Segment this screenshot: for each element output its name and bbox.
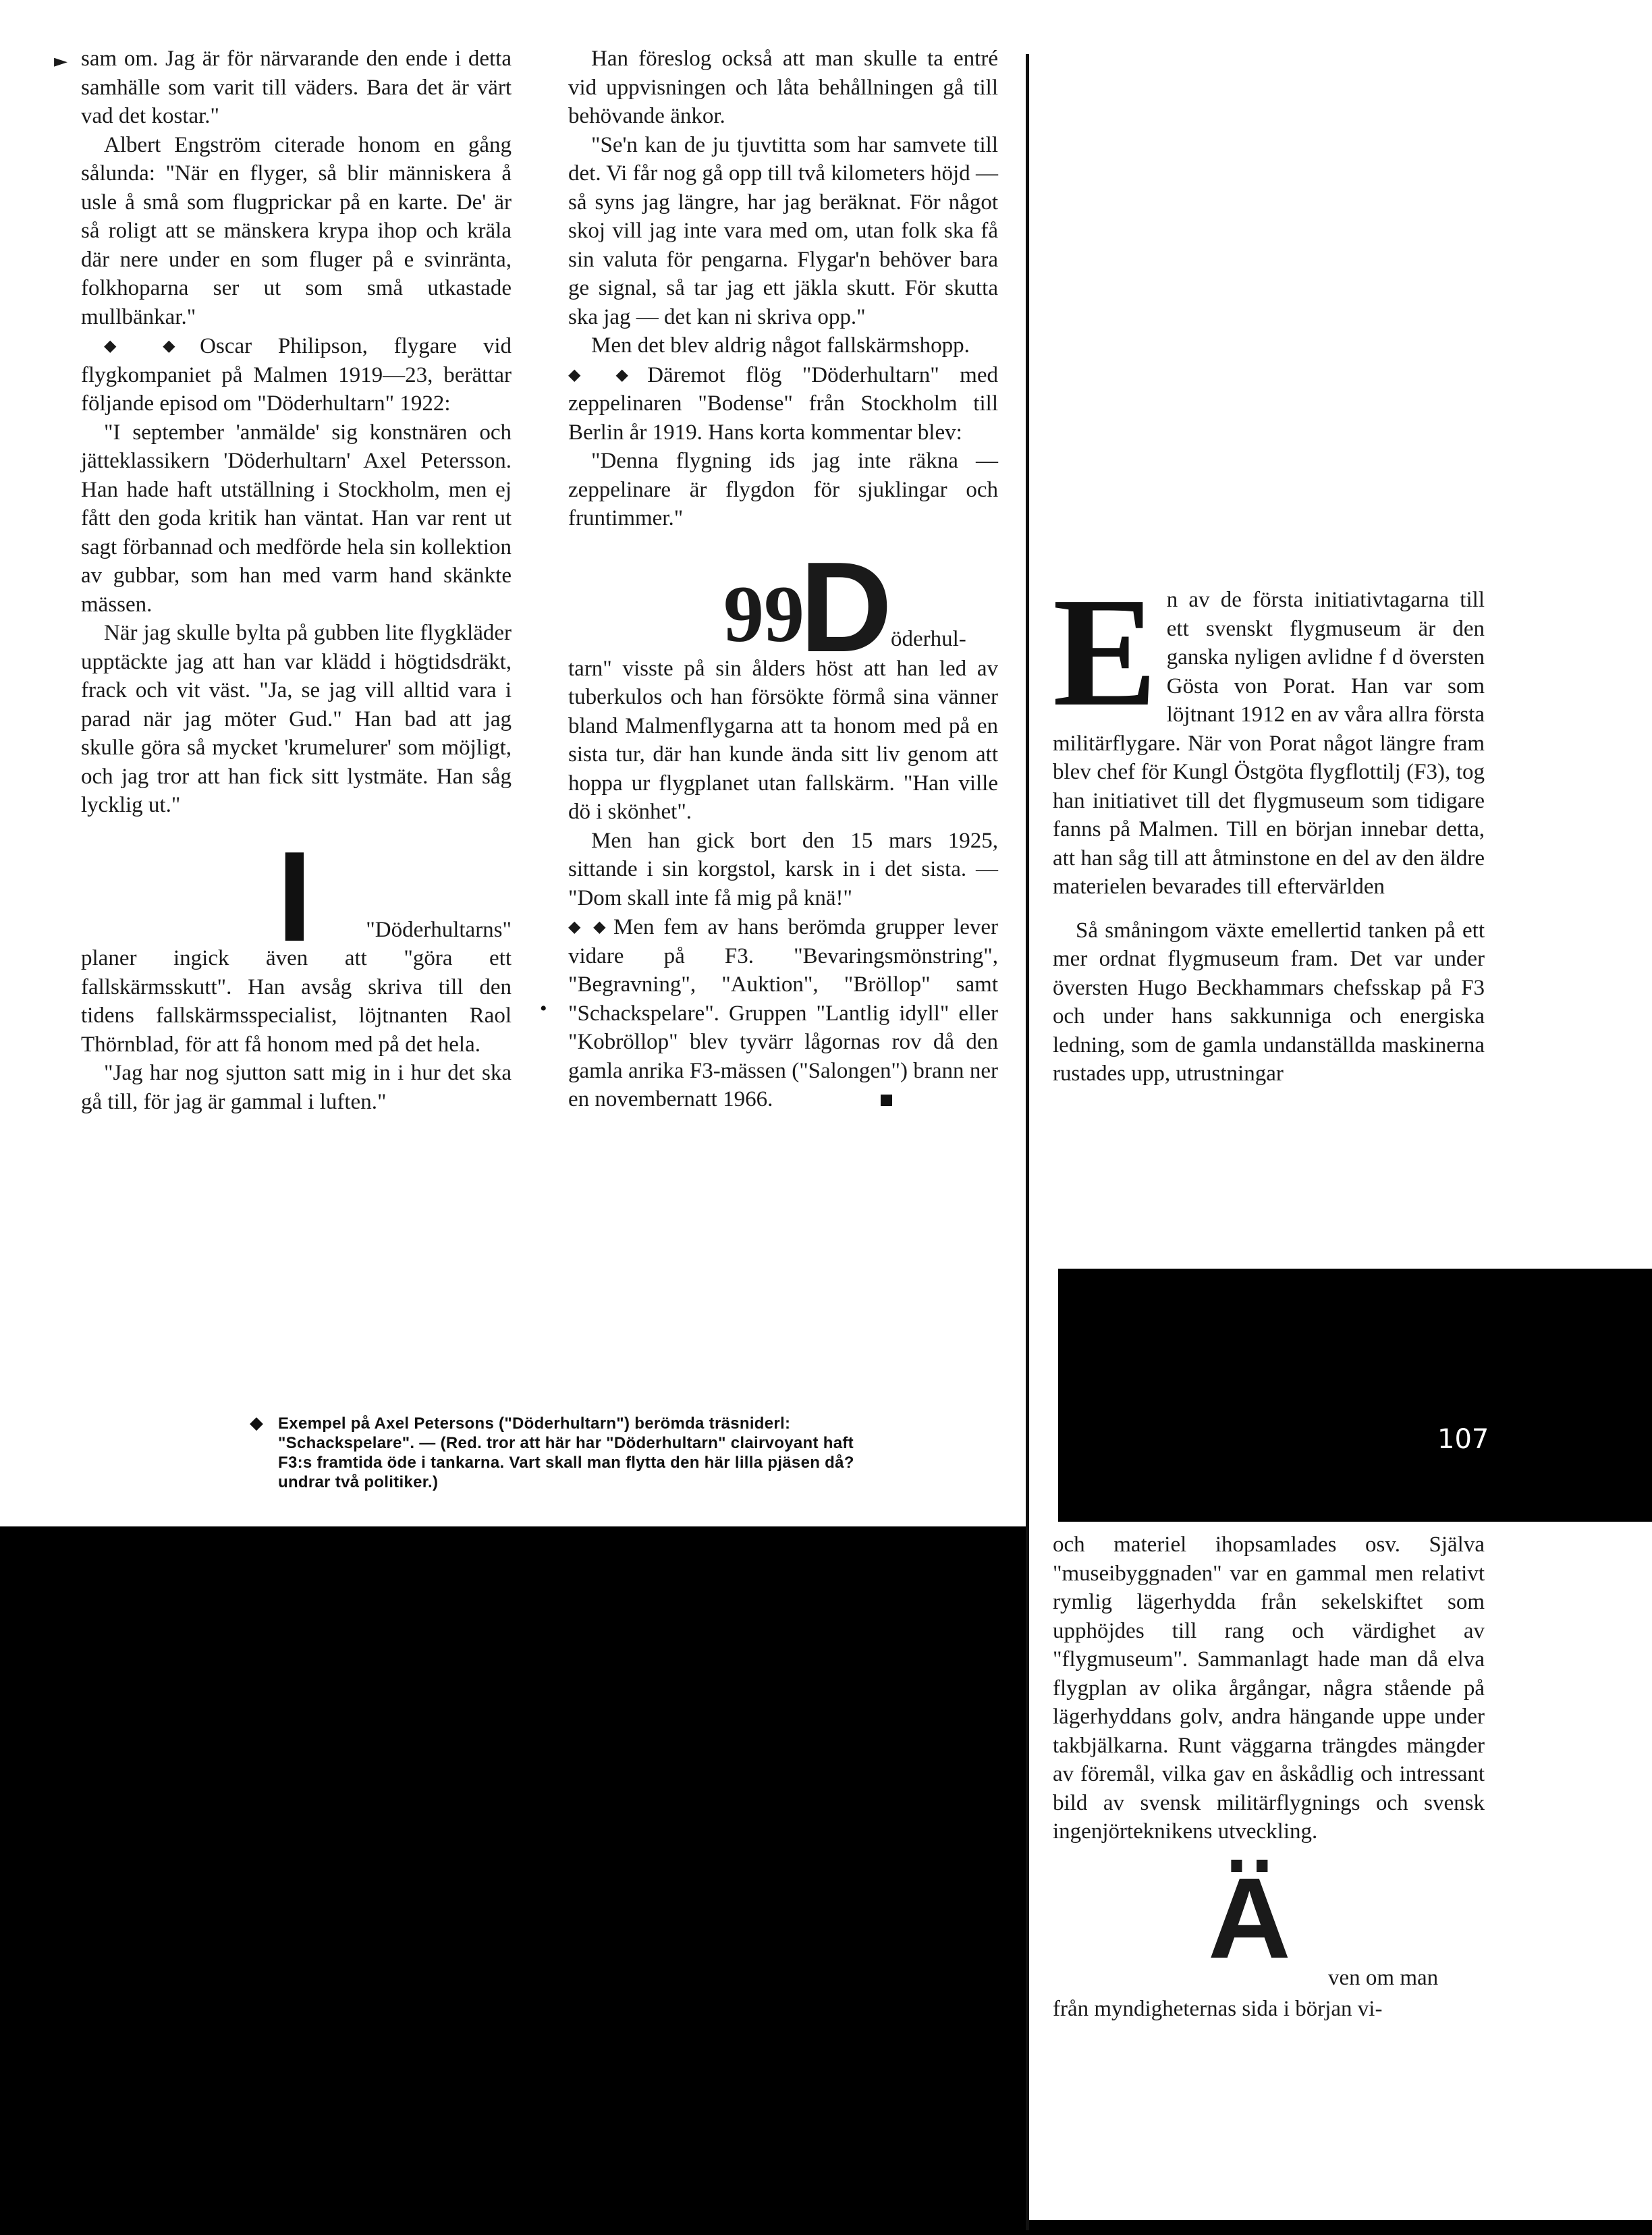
- caption-text: Exempel på Axel Petersons ("Döderhultarn") berömda träsniderl: "Schackspelare". — (Red. tror att här har "Döderhultarn" clairvoyant haft F3:s framtida öde i tankarna. Vart skall man flytta den här lilla pjäsen då? undrar två politiker.): [278, 1414, 854, 1491]
- dropcap-e: E: [1053, 565, 1157, 739]
- col2-paragraph-6: tarn" visste på sin ålders höst att han led av tuberkulos och han försökte förmå sina vänner bland Malmenflygarna att ta honom med på en sista tur, där han kunde ända sitt liv genom att hoppa ur flygplanet utan fallskärm. "Han ville dö i skönhet".: [568, 656, 998, 824]
- column-3: [1053, 565, 1485, 1088]
- photo-band: [1058, 1269, 1652, 1522]
- col2-paragraph-8-text: Men fem av hans berömda grupper lever vidare på F3. "Bevaringsmönstring", "Begravning", "Auktion", "Bröllop" samt "Schackspelare". Gruppen "Lantlig idyll" eller "Kobröllop" blev tyvärr lågornas rov då den gamla anrika F3-mässen ("Salongen") brann ner en novembernatt 1966.: [568, 915, 998, 1111]
- col2-paragraph-4: [568, 360, 998, 447]
- column-rule: [1026, 54, 1029, 2230]
- diamond-bullet-icon: ◆ ◆: [104, 336, 196, 355]
- col3-paragraph-1-text: n av de första initiativtagarna till ett svenskt flygmuseum är den ganska nyligen avlidne f d översten Gösta von Porat. Han var som löjtnant 1912 en av våra allra första militärflygare. När von Porat något längre fram blev chef för Kungl Östgöta flygflottilj (F3), tog han initiativet till det flygmuseum som tidigare fanns på Malmen. Till en början innebar detta, att han såg till att åtminstone en del av den äldre materielen bevarades till eftervärlden: [1053, 588, 1485, 899]
- col2-paragraph-2: "Se'n kan de ju tjuvtitta som har samvete till det. Vi får nog gå opp till två kilometers höjd — så syns jag längre, har jag beräknat. För något skoj vill jag inte vara med om, utan folk ska få sin valuta för pengarna. Flygar'n behöver bara ge signal, så tar jag ett jäkla skutt. För skutta ska jag — det kan ni skriva opp.": [568, 132, 998, 329]
- col3-paragraph-4: från myndigheternas sida i början vi-: [1053, 1996, 1383, 2021]
- photo-number: 107: [1437, 1424, 1489, 1455]
- col2-paragraph-5: "Denna flygning ids jag inte räkna — zeppelinare är flygdon för sjuklingar och fruntimmer.": [568, 449, 998, 530]
- col1-paragraph-1: sam om. Jag är för närvarande den ende i detta samhälle som varit till väders. Bara det är värt vad det kostar.": [81, 47, 512, 128]
- diamond-bullet-icon: ◆ ◆: [568, 364, 644, 384]
- photo-panel: [0, 1526, 1026, 2235]
- col2-paragraph-1: Han föreslog också att man skulle ta entré vid uppvisningen och låta behållningen gå till behövande änkor.: [568, 47, 998, 128]
- end-mark-icon: [881, 1095, 892, 1106]
- col1-paragraph-5: När jag skulle bylta på gubben lite flygkläder upptäckte jag att han var klädd i högtidsdräkt, frack och vit väst. "Ja, se jag vill alltid vara i parad när jag möter Gud." Han bad att jag skulle göra så mycket 'krumelurer' som möjligt, och jag tror att han fick sitt lystmäte. Han såg lycklig ut.": [81, 621, 512, 817]
- dropcap-quote: 99: [723, 568, 804, 659]
- photo-caption: [250, 1413, 858, 1492]
- col1-dropcap-lead: "Döderhultarns": [366, 917, 512, 942]
- col1-paragraph-7: "Jag har nog sjutton satt mig in i hur det ska gå till, för jag är gammal i luften.": [81, 1061, 512, 1114]
- dropcap-d: D: [800, 535, 893, 679]
- col3-paragraph-2: Så småningom växte emellertid tanken på ett mer ordnat flygmuseum fram. Det var under översten Hugo Beckhammars chefsskap på F3 och under hans sakkunniga och energiska ledning, som de gamla undanställda maskinerna rustades upp, utrustningar: [1053, 918, 1485, 1086]
- col3-paragraph-1: [1053, 565, 1485, 902]
- bottom-strip: [0, 2220, 1652, 2235]
- col1-paragraph-6: planer ingick även att "göra ett fallskärmsskutt". Han avsåg skriva till den tidens fallskärmsspecialist, löjtnanten Raol Thörnblad, för att få honom med på det hela.: [81, 946, 512, 1057]
- col2-paragraph-4-text: Däremot flög "Döderhultarn" med zeppelinaren "Bodense" från Stockholm till Berlin år 1919. Hans korta kommentar blev:: [568, 362, 999, 445]
- column-2: [568, 45, 998, 1114]
- col1-paragraph-2: Albert Engström citerade honom en gång sålunda: "När en flyger, så blir människera å usle å små som flugprickar på en karte. De' är så roligt att se mänskera krypa ihop och kräla där nere under en som fluger på e svinränta, folkhoparna ser ut som små utkastade mullbänkar.": [81, 132, 512, 329]
- col1-paragraph-4: "I september 'anmälde' sig konstnären och jätteklassikern 'Döderhultarn' Axel Petersson. Han hade haft utställning i Stockholm, men ej fått den goda kritik han väntat. Han var rent ut sagt förbannad och medförde hela sin kollektion av gubbar, som han med varm hand skänkte mässen.: [81, 420, 512, 617]
- col2-dropcap-block: [568, 535, 998, 679]
- col1-paragraph-3-text: Oscar Philipson, flygare vid flygkompaniet på Malmen 1919—23, berättar följande episod om "Döderhultarn" 1922:: [81, 334, 512, 416]
- col1-dropcap-block: [81, 825, 512, 968]
- dropcap-i: I: [277, 825, 312, 968]
- col2-paragraph-3: Men det blev aldrig något fallskärmshopp.: [591, 333, 970, 358]
- diamond-bullet-icon: ◆ ◆: [568, 917, 610, 936]
- continue-arrow-icon: ►: [54, 51, 67, 72]
- column-1: [81, 45, 512, 1116]
- col2-paragraph-7: Men han gick bort den 15 mars 1925, sittande i sin korgstol, karsk in i det sista. — "Dom skall inte få mig på knä!": [568, 828, 998, 910]
- col2-dropcap-lead: öderhul-: [891, 626, 966, 651]
- col3-paragraph-3: och materiel ihopsamlades osv. Själva "museibyggnaden" var en gammal men relativt rymlig lägerhydda från sekelskiftet som upphöjdes till rang och värdighet av "flygmuseum". Sammanlagt hade man då elva flygplan av olika årgångar, några stående på lägerhyddans golv, andra hängande uppe under takbjälkarna. Runt väggarna trängdes mängder av föremål, vilka gav en åskådlig och intressant bild av svensk militärflygnings och svensk ingenjörteknikens utveckling.: [1053, 1533, 1485, 1844]
- stray-bullet: •: [540, 997, 547, 1020]
- column-3-continued: [1053, 1530, 1485, 2023]
- col2-paragraph-8: [568, 912, 998, 1114]
- dropcap-a: Ä: [1208, 1854, 1291, 1983]
- caption-diamond-icon: ◆: [250, 1413, 264, 1433]
- col3-dropcap-lead: ven om man: [1328, 1965, 1439, 1990]
- col1-paragraph-3: [81, 331, 512, 418]
- col3-dropcap-block: [1053, 1846, 1485, 1995]
